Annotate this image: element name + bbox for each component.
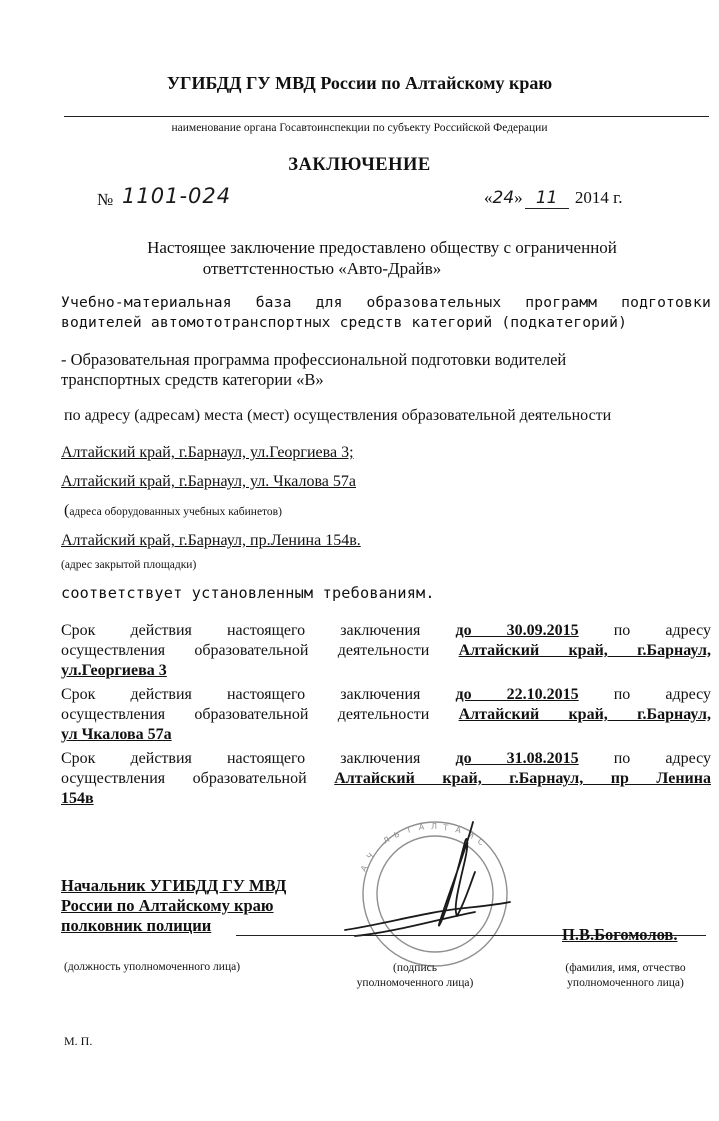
position-line-3: полковник полиции: [61, 916, 212, 935]
term-1-place-part1: Алтайский край, г.Барнаул,: [458, 642, 711, 659]
compliance-text: соответствует установленным требованиям.: [61, 584, 435, 602]
term-1-middle: по адресу: [613, 622, 712, 639]
term-2-prefix: Срок действия настоящего заключения: [61, 686, 421, 703]
date-close-quote: »: [514, 188, 523, 207]
document-date: [484, 188, 622, 209]
date-month: 11: [535, 188, 558, 208]
term-3-until: до 31.08.2015: [455, 750, 579, 767]
organization-underline: [64, 116, 709, 117]
official-stamp-and-signature: [325, 812, 555, 972]
signatory-name: П.В.Богомолов.: [562, 925, 678, 944]
caption-signature: [340, 961, 490, 991]
address-intro: по адресу (адресам) места (мест) осуществления образовательной деятельности: [64, 407, 612, 424]
term-block-3: [61, 749, 711, 809]
caption-name-2: уполномоченного лица): [567, 977, 684, 989]
term-3-place-part1: Алтайский край, г.Барнаул, пр Ленина: [334, 770, 711, 787]
stamp-seal-icon: [359, 822, 507, 966]
term-1-line-1: [61, 621, 711, 641]
intro-line-2: ответтстенностью «Авто-Драйв»: [202, 259, 442, 278]
svg-text:А: А: [358, 863, 370, 873]
term-1-line-2: [61, 641, 711, 661]
organization-caption: наименование органа Госавтоинспекции по субъекту Российской Федерации: [171, 122, 548, 134]
term-block-2: [61, 685, 711, 745]
date-day: 24: [492, 188, 515, 208]
position-line-1: Начальник УГИБДД ГУ МВД: [61, 876, 287, 895]
intro-line-1: Настоящее заключение предоставлено обществу с ограниченной: [147, 238, 617, 257]
base-line-2: водителей автомототранспортных средств категорий (подкатегорий): [61, 314, 628, 331]
caption-signature-2: уполномоченного лица): [356, 977, 474, 989]
term-1-line2-prefix: осуществления образовательной деятельности: [61, 642, 430, 659]
term-3-line-3: [61, 789, 711, 809]
caption-position: (должность уполномоченного лица): [64, 961, 241, 973]
svg-text:Ь: Ь: [392, 829, 401, 840]
program-line-1: - Образовательная программа профессиональной подготовки водителей: [61, 350, 567, 369]
term-2-middle: по адресу: [613, 686, 712, 703]
address-3: Алтайский край, г.Барнаул, пр.Ленина 154в.: [61, 532, 361, 549]
svg-text:С: С: [476, 836, 486, 848]
date-year: 2014 г.: [574, 188, 623, 207]
svg-text:Т: Т: [442, 823, 449, 833]
address-caption-paren: (: [64, 502, 70, 519]
caption-signature-1: (подпись: [393, 962, 437, 974]
term-2-place-part1: Алтайский край, г.Барнаул,: [458, 706, 711, 723]
stamp-place-label: М. П.: [64, 1034, 93, 1048]
intro-paragraph: [62, 237, 702, 279]
address-caption: [64, 502, 282, 520]
signatory-position: [61, 876, 286, 936]
term-3-prefix: Срок действия настоящего заключения: [61, 750, 421, 767]
caption-name-1: (фамилия, имя, отчество: [565, 962, 686, 974]
address-3-caption: (адрес закрытой площадки): [61, 559, 197, 571]
term-2-line-3: [61, 725, 711, 745]
svg-text:А: А: [454, 825, 462, 836]
term-2-place-part2: ул Чкалова 57а: [61, 726, 172, 743]
organization-title: УГИБДД ГУ МВД России по Алтайскому краю: [166, 73, 553, 93]
term-3-place-part2: 154в: [61, 790, 94, 807]
term-1-prefix: Срок действия настоящего заключения: [61, 622, 421, 639]
document-title: ЗАКЛЮЧЕНИЕ: [288, 155, 431, 175]
svg-text:Л: Л: [381, 834, 392, 846]
program-paragraph: [61, 350, 711, 390]
term-1-until: до 30.09.2015: [455, 622, 579, 639]
term-3-middle: по адресу: [613, 750, 712, 767]
number-label: №: [97, 190, 114, 209]
address-2: Алтайский край, г.Барнаул, ул. Чкалова 57а: [61, 473, 356, 490]
base-line-1: Учебно-материальная база для образовательных программ подготовки: [61, 294, 711, 311]
term-3-line-1: [61, 749, 711, 769]
term-2-line-1: [61, 685, 711, 705]
address-1: Алтайский край, г.Барнаул, ул.Георгиева 3;: [61, 444, 354, 461]
svg-text:Ч: Ч: [365, 851, 376, 862]
term-1-line-3: [61, 661, 711, 681]
base-paragraph: [61, 293, 711, 333]
caption-name: [538, 961, 713, 991]
svg-text:Й: Й: [466, 830, 476, 841]
term-2-line-2: [61, 705, 711, 725]
term-2-line2-prefix: осуществления образовательной деятельности: [61, 706, 430, 723]
term-3-line-2: [61, 769, 711, 789]
date-open-quote: «: [484, 188, 493, 207]
document-number: 1101-024: [122, 184, 232, 208]
svg-text:А: А: [418, 822, 425, 832]
term-2-until: до 22.10.2015: [455, 686, 579, 703]
date-month-field: [525, 188, 569, 209]
term-block-1: [61, 621, 711, 681]
svg-text:Т: Т: [405, 825, 413, 835]
program-line-2: транспортных средств категории «В»: [61, 370, 324, 389]
term-1-place-part2: ул.Георгиева 3: [61, 662, 167, 679]
term-3-line2-prefix: осуществления образовательной: [61, 770, 307, 787]
address-caption-text: адреса оборудованных учебных кабинетов): [69, 506, 282, 518]
svg-text:Л: Л: [431, 822, 438, 831]
position-line-2: России по Алтайскому краю: [61, 896, 274, 915]
